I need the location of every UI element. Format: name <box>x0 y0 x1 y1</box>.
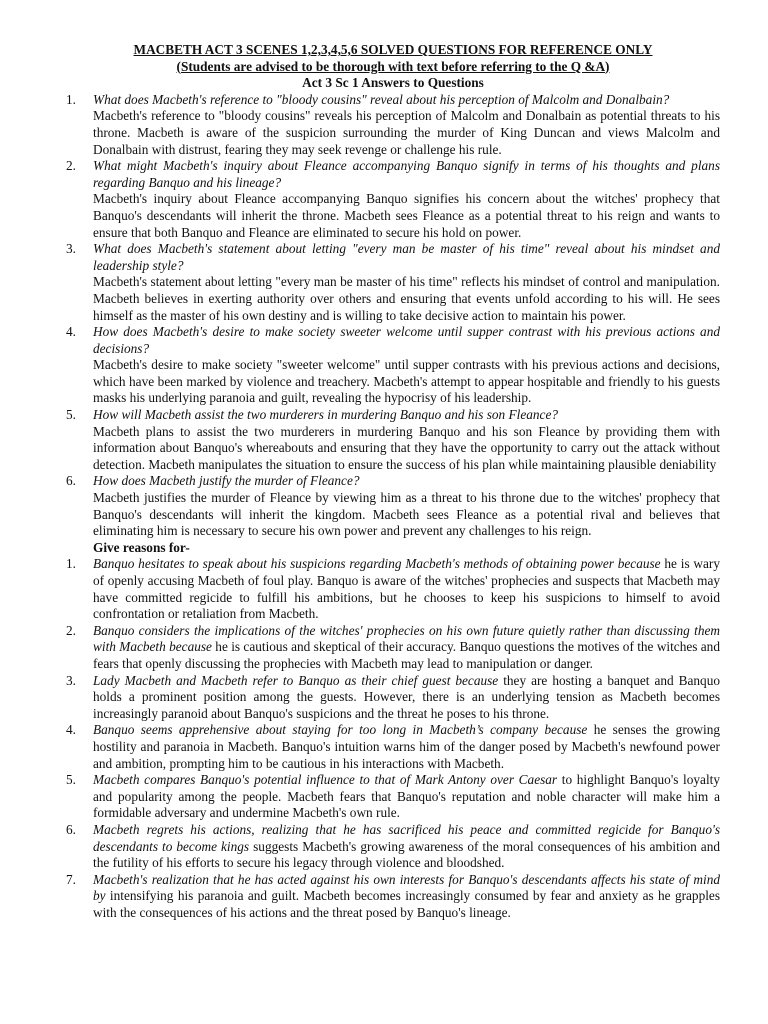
answer-text: Macbeth's desire to make society "sweeter welcome" until supper contrasts with his previous actions and decisions, which have been marked by violence and treachery. Macbeth's attempt to appear hospitable and friendly to his guests masks his underlying paranoia and guilt, revealing the hypocrisy of his leadership. <box>93 357 720 406</box>
reason-explanation: intensifying his paranoia and guilt. Macbeth becomes increasingly consumed by fear and anxiety as he grapples with the consequences of his actions and the threat posed by Banquo's lineage. <box>93 888 720 920</box>
question-list <box>66 92 720 540</box>
question-text: How does Macbeth justify the murder of Fleance? <box>93 473 360 489</box>
reason-lead: Banquo hesitates to speak about his suspicions regarding Macbeth's methods of obtaining power because <box>93 556 661 572</box>
reason-text <box>93 623 720 673</box>
reason-item <box>66 872 720 922</box>
reason-lead: Macbeth regrets his actions, realizing that he has sacrificed his peace and committed regicide for Banquo's descendants to become kings <box>93 821 720 854</box>
reason-lead: Lady Macbeth and Macbeth refer to Banquo as their chief guest because <box>93 672 499 688</box>
question-number: 2. <box>66 158 76 174</box>
question-text: What might Macbeth's inquiry about Fleance accompanying Banquo signify in terms of his thoughts and plans regarding Banquo and his lineage? <box>93 158 720 190</box>
reason-lead: Banquo seems apprehensive about staying for too long in Macbeth’s company because <box>93 722 588 738</box>
reason-number: 2. <box>66 622 76 638</box>
question-item <box>66 473 720 539</box>
question-item <box>66 241 720 324</box>
reason-explanation: suggests Macbeth's growing awareness of the moral consequences of his ambition and the futility of his efforts to secure his legacy through violence and bloodshed. <box>93 838 720 871</box>
reason-item <box>66 822 720 872</box>
question-item <box>66 158 720 241</box>
question-text: How will Macbeth assist the two murderers in murdering Banquo and his son Fleance? <box>93 407 558 423</box>
reason-explanation: he is wary of openly accusing Macbeth of foul play. Banquo is aware of the witches' prophecies and suspects that Macbeth may have committed regicide to fulfill his ambitions, but he chooses to keep his suspicions to himself to avoid confrontation or retaliation from Macbeth. <box>93 556 720 622</box>
reason-explanation: they are hosting a banquet and Banquo holds a prominent position among the guests. However, there is an underlying tension as Macbeth becomes increasingly paranoid about Banquo's suspicions and the threat he poses to his throne. <box>93 672 720 721</box>
reason-item <box>66 556 720 622</box>
reason-item <box>66 623 720 673</box>
answer-text: Macbeth's statement about letting "every man be master of his time" reflects his mindset of control and manipulation. Macbeth believes in exerting authority over others and ensuring that events unfold according to his will. He sees himself as the master of his own destiny and is willing to take decisive action to maintain his power. <box>93 274 720 323</box>
question-number: 5. <box>66 407 76 423</box>
question-number: 3. <box>66 241 76 257</box>
reason-lead: Macbeth compares Banquo's potential influence to that of Mark Antony over Caesar <box>93 772 558 788</box>
question-item <box>66 407 720 473</box>
reason-text <box>93 722 720 772</box>
question-number: 6. <box>66 473 76 489</box>
reason-text <box>93 822 720 872</box>
question-item <box>66 92 720 158</box>
question-number: 4. <box>66 324 76 340</box>
section-heading: Act 3 Sc 1 Answers to Questions <box>302 75 484 91</box>
reason-lead: Banquo considers the implications of the witches' prophecies on his own future quietly rather than discussing them with Macbeth because <box>93 622 720 655</box>
reason-number: 4. <box>66 722 76 738</box>
reason-text <box>93 772 720 822</box>
answer-text: Macbeth plans to assist the two murderers in murdering Banquo and his son Fleance by providing them with information about Banquo's whereabouts and ensuring that they have the opportunity to carry out the attack without detection. Macbeth manipulates the situation to ensure the success of his plan while maintaining plausible deniability <box>93 423 720 472</box>
question-text: How does Macbeth's desire to make society sweeter welcome until supper contrast with his previous actions and decisions? <box>93 324 720 356</box>
answer-text: Macbeth justifies the murder of Fleance by viewing him as a threat to his throne due to the witches' prophecy that Banquo's descendants will inherit the kingdom. Macbeth sees Fleance as a potential rival and believes that eliminating him is necessary to secure his own power and prevent any challenges to his reign. <box>93 490 720 539</box>
reason-number: 5. <box>66 772 76 788</box>
reason-text <box>93 556 720 622</box>
reason-item <box>66 772 720 822</box>
question-text: What does Macbeth's statement about letting "every man be master of his time" reveal about his mindset and leadership style? <box>93 241 720 273</box>
question-number: 1. <box>66 91 76 107</box>
reason-number: 3. <box>66 672 76 688</box>
reasons-heading: Give reasons for- <box>93 539 190 555</box>
reason-number: 6. <box>66 821 76 837</box>
document-title: MACBETH ACT 3 SCENES 1,2,3,4,5,6 SOLVED QUESTIONS FOR REFERENCE ONLY <box>133 42 653 57</box>
reason-item <box>66 722 720 772</box>
reason-number: 1. <box>66 556 76 572</box>
document-subtitle: (Students are advised to be thorough with text before referring to the Q &A) <box>176 58 610 74</box>
reason-text <box>93 872 720 922</box>
reason-text <box>93 673 720 723</box>
question-text: What does Macbeth's reference to "bloody cousins" reveal about his perception of Malcolm and Donalbain? <box>93 91 670 107</box>
reason-explanation: he is cautious and skeptical of their accuracy. Banquo questions the motives of the witches and fears that openly discussing the prophecies with Macbeth may lead to manipulation or danger. <box>93 639 720 671</box>
question-item <box>66 324 720 407</box>
reason-item <box>66 673 720 723</box>
reason-explanation: to highlight Banquo's loyalty and popularity among the people. Macbeth fears that Banquo's reputation and noble character will make him a formidable adversary and undermine Macbeth's own rule. <box>93 772 720 821</box>
reason-explanation: he senses the growing hostility and paranoia in Macbeth. Banquo's intuition warns him of the danger posed by Macbeth's newfound power and ambition, prompting him to be cautious in his interactions with Macbeth. <box>93 722 720 771</box>
reasons-list <box>66 556 720 921</box>
answer-text: Macbeth's reference to "bloody cousins" reveals his perception of Malcolm and Donalbain as potential threats to his throne. Macbeth is aware of the suspicion surrounding the murder of King Duncan and views Malcolm and Donalbain with distrust, fearing they may seek revenge or challenge his rule. <box>93 108 720 157</box>
answer-text: Macbeth's inquiry about Fleance accompanying Banquo signifies his concern about the witches' prophecy that Banquo's descendants will inherit the throne. Macbeth sees Fleance as a potential threat to his reign and wants to ensure that both Banquo and Fleance are eliminated to secure his hold on power. <box>93 191 720 240</box>
reason-lead: Macbeth's realization that he has acted against his own interests for Banquo's descendants affects his state of mind by <box>93 871 720 904</box>
reason-number: 7. <box>66 871 76 887</box>
